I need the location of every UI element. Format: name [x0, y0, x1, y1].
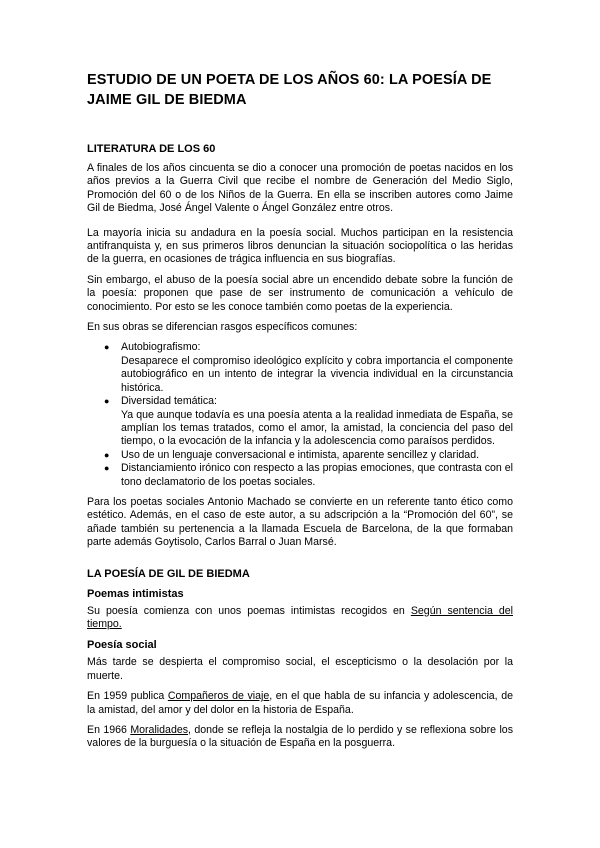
paragraph: Su poesía comienza con unos poemas intimistas recogidos en Según sentencia del tiempo.: [87, 604, 513, 630]
paragraph: Más tarde se despierta el compromiso social, el escepticismo o la desolación por la muerte.: [87, 656, 513, 682]
features-list: [87, 341, 513, 488]
paragraph: Para los poetas sociales Antonio Machado se convierte en un referente tanto ético como estético. Además, en el caso de este autor, a su adscripción a la “Promoción del 60”, se añade también su pertenencia a la llamada Escuela de Barcelona, de la que formaban parte además Goytisolo, Carlos Barral o Juan Marsé.: [87, 495, 513, 549]
bullet-icon: ●: [104, 463, 110, 474]
list-item-label: Distanciamiento irónico con respecto a las propias emociones, que contrasta con el tono declamatorio de los poetas sociales.: [121, 462, 513, 488]
bullet-icon: ●: [104, 396, 110, 407]
book-title-link: Moralidades: [130, 724, 189, 736]
list-item-label: Uso de un lenguaje conversacional e intimista, aparente sencillez y claridad.: [121, 448, 480, 461]
paragraph: En sus obras se diferencian rasgos específicos comunes:: [87, 321, 358, 334]
list-item-label: Autobiografismo:: [121, 341, 201, 354]
book-title-link: Compañeros de viaje: [167, 690, 270, 703]
list-item-detail: Ya que aunque todavía es una poesía atenta a la realidad inmediata de España, se amplían los temas tratados, como el amor, la amistad, la conciencia del paso del tiempo, o la evocación de la infancia y la adolescencia como paraísos perdidos.: [121, 408, 513, 448]
list-item-detail: Desaparece el compromiso ideológico explícito y cobra importancia el componente autobiográfico en un intento de integrar la vivencia individual en la circunstancia histórica.: [121, 354, 513, 394]
list-item-label: Diversidad temática:: [121, 395, 217, 408]
bullet-icon: ●: [104, 342, 110, 353]
paragraph: La mayoría inicia su andadura en la poesía social. Muchos participan en la resistencia antifranquista y, en sus primeros libros denuncian la situación sociopolítica o las heridas de la guerra, en ocasiones de trágica influencia en sus biografías.: [87, 226, 513, 266]
document-title: ESTUDIO DE UN POETA DE LOS AÑOS 60: LA POESÍA DE JAIME GIL DE BIEDMA: [87, 72, 492, 108]
bullet-icon: ●: [104, 449, 110, 460]
paragraph: A finales de los años cincuenta se dio a conocer una promoción de poetas nacidos en los años previos a la Guerra Civil que recibe el nombre de Generación del Medio Siglo, Promoción del 60 o de los Niños de la Guerra. En ella se inscriben autores como Jaime Gil de Biedma, José Ángel Valente o Ángel González entre otros.: [87, 162, 513, 215]
paragraph: En 1959 publica Compañeros de viaje, en el que habla de su infancia y adolescencia, de la amistad, del amor y del dolor en la historia de España.: [87, 690, 513, 716]
section-heading-poesia: LA POESÍA DE GIL DE BIEDMA: [87, 567, 250, 580]
list-item: [104, 341, 513, 395]
paragraph: Sin embargo, el abuso de la poesía social abre un encendido debate sobre la función de la poesía: proponen que pase de ser instrumento de comunicación a vehículo de conocimiento. Por esto se les conoce también como poetas de la experiencia.: [87, 273, 513, 313]
list-item: [104, 395, 513, 449]
list-item: [104, 462, 513, 489]
subheading-social: Poesía social: [87, 639, 157, 652]
book-title-link: Según sentencia del tiempo.: [87, 604, 513, 630]
section-heading-literatura: LITERATURA DE LOS 60: [87, 143, 216, 155]
list-item: [104, 448, 513, 462]
paragraph: En 1966 Moralidades, donde se refleja la nostalgia de lo perdido y se reflexiona sobre los valores de la burguesía o la situación de España en la posguerra.: [87, 724, 513, 750]
subheading-intimistas: Poemas intimistas: [87, 587, 184, 600]
